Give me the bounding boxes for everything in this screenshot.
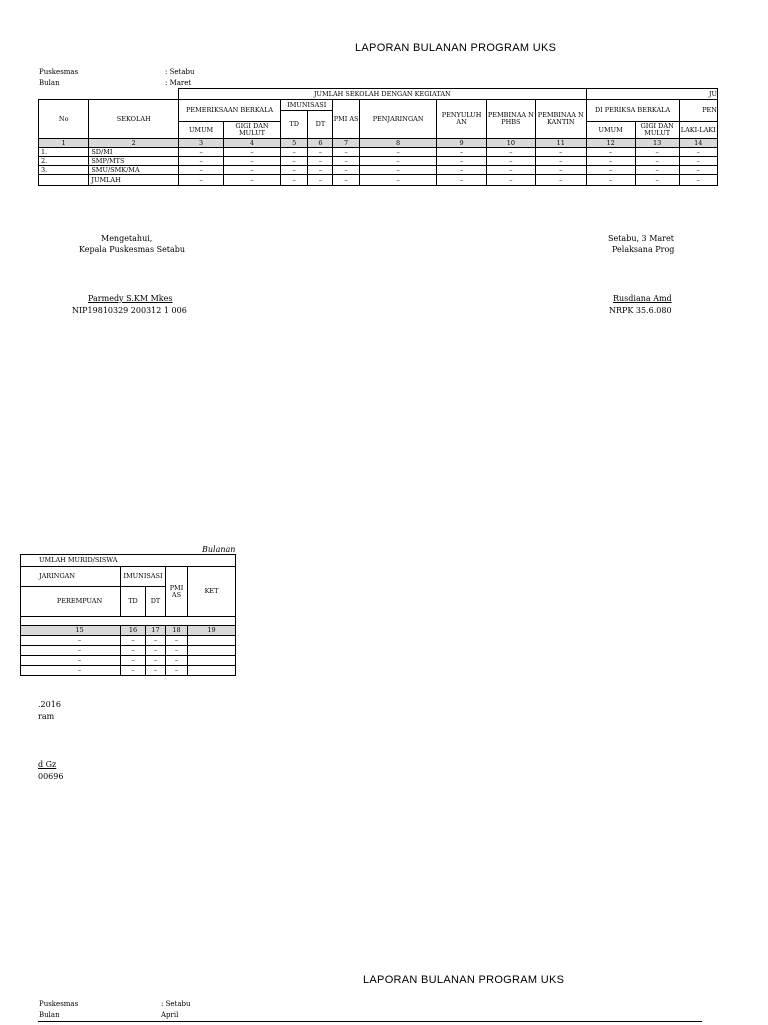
table-row: [39, 148, 718, 157]
cell-dash: –: [536, 148, 587, 157]
pelaksana-label: Pelaksana Prog: [612, 245, 675, 254]
header-dt: DT: [308, 111, 333, 139]
col-num: 10: [486, 139, 535, 148]
cell-dash: –: [536, 166, 587, 175]
header-pe: PEN: [679, 100, 717, 122]
cell-dash: –: [224, 175, 281, 186]
cell-dash: –: [308, 166, 333, 175]
header-penyuluhan: PENYULUH AN: [437, 100, 486, 139]
row-sekolah: SMP/MTS: [89, 157, 179, 166]
bulan-value-2: April: [161, 1011, 179, 1019]
continuation-table: [20, 554, 236, 676]
row-no: 1.: [39, 148, 89, 157]
col-num: 12: [586, 139, 635, 148]
puskesmas-label-2: Puskesmas: [39, 1000, 79, 1008]
cell-dash: –: [586, 157, 635, 166]
cell-dash: –: [536, 157, 587, 166]
cell-empty: [188, 646, 236, 656]
cell-dash: –: [146, 666, 166, 676]
cell-dash: –: [21, 656, 121, 666]
cell-dash: –: [536, 175, 587, 186]
cell-dash: –: [179, 175, 224, 186]
cell-dash: –: [679, 166, 717, 175]
col-num: 2: [89, 139, 179, 148]
cell-dash: –: [121, 666, 146, 676]
pelaksana-nrpk: NRPK 35.6.080: [609, 306, 672, 315]
pelaksana-name: Rusdiana Amd: [613, 294, 672, 303]
cell-dash: –: [635, 148, 679, 157]
header-umum-2: UMUM: [586, 122, 635, 139]
kepala-label: Kepala Puskesmas Setabu: [79, 245, 186, 254]
row-sekolah: JUMLAH: [89, 175, 179, 186]
cell-dash: –: [586, 166, 635, 175]
cell-dash: –: [224, 157, 281, 166]
table-row: [21, 636, 236, 646]
cell-dash: –: [121, 646, 146, 656]
cell-dash: –: [359, 175, 437, 186]
bulan-label-2: Bulan: [39, 1011, 60, 1019]
header-td: TD: [121, 587, 146, 617]
header-laki: LAKI-LAKI: [679, 122, 717, 139]
cell-dash: –: [437, 148, 486, 157]
col-num: 16: [121, 626, 146, 636]
header-di-periksa: DI PERIKSA BERKALA: [586, 100, 679, 122]
col-num: 6: [308, 139, 333, 148]
cell-dash: –: [586, 148, 635, 157]
col-num: 1: [39, 139, 89, 148]
header-imunisasi: IMUNISASI: [280, 100, 333, 111]
cell-dash: –: [280, 166, 307, 175]
cell-dash: –: [486, 148, 535, 157]
col-num: 8: [359, 139, 437, 148]
header-pemeriksaan: PEMERIKSAAN BERKALA: [179, 100, 281, 122]
cell-dash: –: [333, 175, 359, 186]
cell-dash: –: [586, 175, 635, 186]
row-no: 2.: [39, 157, 89, 166]
cell-dash: –: [179, 148, 224, 157]
report-table-container: [38, 88, 717, 212]
cell-dash: –: [308, 175, 333, 186]
header-gigi-2: GIGI DAN MULUT: [635, 122, 679, 139]
cell-dash: –: [679, 175, 717, 186]
cell-dash: –: [679, 157, 717, 166]
row-no: 3.: [39, 166, 89, 175]
col-num: 5: [280, 139, 307, 148]
cell-dash: –: [146, 636, 166, 646]
cell-dash: –: [333, 157, 359, 166]
header-pembinaan-phbs: PEMBINAA N PHBS: [486, 100, 535, 139]
cell-dash: –: [166, 646, 188, 656]
cell-dash: –: [437, 175, 486, 186]
cell-dash: –: [121, 656, 146, 666]
cell-dash: –: [333, 148, 359, 157]
col-num: 17: [146, 626, 166, 636]
cell-dash: –: [308, 157, 333, 166]
gz-fragment: d Gz: [38, 760, 57, 769]
place-date: Setabu, 3 Maret: [608, 234, 674, 243]
cell-dash: –: [166, 656, 188, 666]
cell-dash: –: [635, 175, 679, 186]
cell-dash: –: [486, 175, 535, 186]
cell-dash: –: [359, 166, 437, 175]
header-perempuan: PEREMPUAN: [21, 587, 121, 617]
cell-dash: –: [679, 148, 717, 157]
cell-dash: –: [437, 166, 486, 175]
cell-dash: –: [280, 148, 307, 157]
cell-dash: –: [146, 656, 166, 666]
bulanan-label: Bulanan: [202, 545, 236, 554]
col-num: 3: [179, 139, 224, 148]
row-sekolah: SD/MI: [89, 148, 179, 157]
cell-dash: –: [486, 157, 535, 166]
cell-empty: [188, 666, 236, 676]
kepala-name: Parmedy S.KM Mkes: [88, 294, 173, 303]
cell-dash: –: [166, 636, 188, 646]
kepala-nip: NIP19810329 200312 1 006: [72, 306, 187, 315]
cell-dash: –: [486, 166, 535, 175]
cell-dash: –: [179, 166, 224, 175]
cell-dash: –: [635, 157, 679, 166]
year-fragment: .2016: [38, 700, 61, 709]
cell-dash: –: [359, 148, 437, 157]
cell-dash: –: [280, 175, 307, 186]
table-row: [39, 157, 718, 166]
spacer-row: [21, 617, 236, 626]
header-ju: JU: [586, 89, 717, 100]
header-gigi: GIGI DAN MULUT: [224, 122, 281, 139]
col-num: 15: [21, 626, 121, 636]
ram-fragment: ram: [38, 712, 55, 721]
pelaksana-block: [600, 232, 675, 320]
cell-dash: –: [166, 666, 188, 676]
puskesmas-label: Puskesmas: [39, 68, 79, 76]
cell-dash: –: [224, 148, 281, 157]
col-num: 4: [224, 139, 281, 148]
row-sekolah: SMU/SMK/MA: [89, 166, 179, 175]
column-number-row: [39, 139, 718, 148]
cell-dash: –: [359, 157, 437, 166]
report-table: [38, 88, 718, 186]
cell-dash: –: [635, 166, 679, 175]
puskesmas-value: : Setabu: [165, 68, 195, 76]
column-number-row: [21, 626, 236, 636]
header-pmias: PMI AS: [166, 567, 188, 617]
col-num: 18: [166, 626, 188, 636]
cell-dash: –: [280, 157, 307, 166]
header-jumlah-murid: UMLAH MURID/SISWA: [21, 555, 236, 567]
col-num: 14: [679, 139, 717, 148]
table-row: [21, 646, 236, 656]
header-pmias: PMI AS: [333, 100, 359, 139]
cell-dash: –: [308, 148, 333, 157]
cell-dash: –: [179, 157, 224, 166]
nrpk-fragment: 00696: [38, 772, 64, 781]
col-num: 11: [536, 139, 587, 148]
table-top-border: [38, 1021, 702, 1025]
header-jumlah-sekolah: JUMLAH SEKOLAH DENGAN KEGIATAN: [179, 89, 586, 100]
header-pembinaan-kantin: PEMBINAA N KANTIN: [536, 100, 587, 139]
cell-dash: –: [21, 666, 121, 676]
table-row: [39, 166, 718, 175]
table-row: [21, 656, 236, 666]
col-num: 7: [333, 139, 359, 148]
cell-empty: [188, 656, 236, 666]
header-td: TD: [280, 111, 307, 139]
table-row-total: [39, 175, 718, 186]
row-no: [39, 175, 89, 186]
header-penjaringan: PENJARINGAN: [359, 100, 437, 139]
cell-dash: –: [224, 166, 281, 175]
cell-dash: –: [437, 157, 486, 166]
bulan-value: : Maret: [165, 79, 192, 87]
cell-dash: –: [333, 166, 359, 175]
header-penjaringan: JARINGAN: [21, 567, 121, 587]
cell-dash: –: [21, 636, 121, 646]
header-sekolah: SEKOLAH: [89, 100, 179, 139]
corner-blank: [39, 89, 179, 100]
col-num: 13: [635, 139, 679, 148]
cell-empty: [188, 636, 236, 646]
mengetahui-label: Mengetahui,: [101, 234, 153, 243]
report-title-2: LAPORAN BULANAN PROGRAM UKS: [363, 974, 565, 986]
continuation-table-container: [38, 554, 236, 678]
col-num: 9: [437, 139, 486, 148]
cell-dash: –: [121, 636, 146, 646]
puskesmas-value-2: : Setabu: [161, 1000, 191, 1008]
header-ket: KET: [188, 567, 236, 617]
table-row: [21, 666, 236, 676]
report-title: LAPORAN BULANAN PROGRAM UKS: [355, 42, 557, 54]
cell-dash: –: [146, 646, 166, 656]
header-no: No: [39, 100, 89, 139]
header-imunisasi: IMUNISASI: [121, 567, 166, 587]
header-dt: DT: [146, 587, 166, 617]
bulan-label: Bulan: [39, 79, 60, 87]
header-umum: UMUM: [179, 122, 224, 139]
cell-dash: –: [21, 646, 121, 656]
col-num: 19: [188, 626, 236, 636]
